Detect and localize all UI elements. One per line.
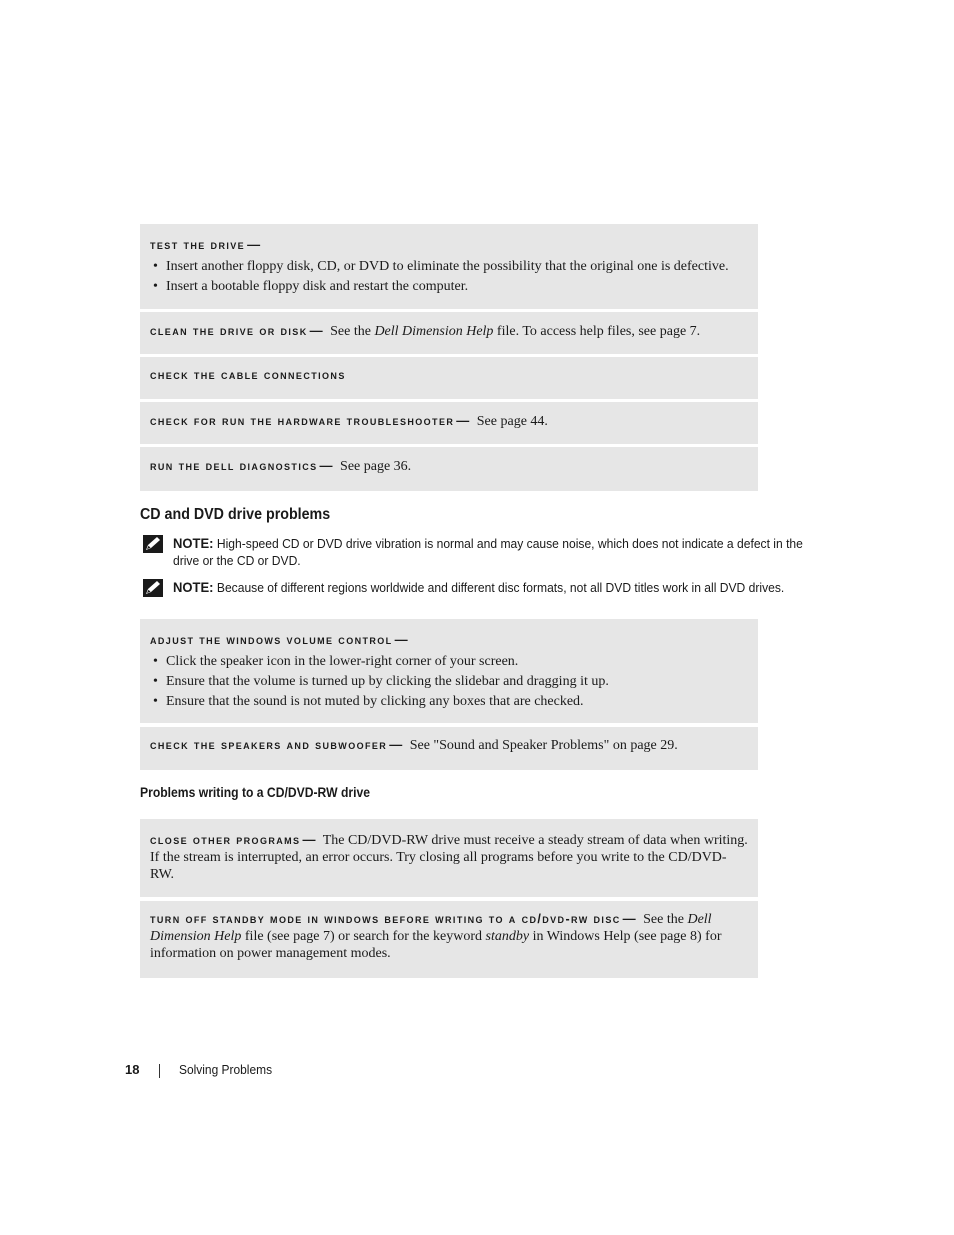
list-item: • Insert another floppy disk, CD, or DVD to eliminate the possibility that the original one is defective. [150, 257, 748, 277]
note-pencil-icon [143, 579, 163, 597]
close-programs-heading: close other programs [150, 833, 301, 847]
footer-divider [159, 1064, 160, 1078]
clean-drive-box [140, 312, 758, 354]
list-item: • Ensure that the sound is not muted by clicking any boxes that are checked. [150, 692, 748, 712]
list-item: • Insert a bootable floppy disk and restart the computer. [150, 277, 748, 297]
test-drive-box [140, 224, 758, 309]
test-drive-heading [150, 236, 748, 254]
dell-diagnostics-box [140, 447, 758, 491]
clean-drive-heading: clean the drive or disk [150, 324, 308, 338]
standby-box [140, 901, 758, 978]
standby-heading: turn off standby mode in windows before writing to a cd/dvd-rw disc [150, 912, 621, 926]
hardware-troubleshooter-heading: check for run the hardware troubleshooter [150, 414, 455, 428]
section-title-cd-dvd: CD and DVD drive problems [140, 506, 331, 523]
footer-section-title: Solving Problems [179, 1062, 273, 1077]
check-cable-box [140, 357, 758, 399]
adjust-volume-box [140, 619, 758, 723]
note-2 [143, 579, 823, 596]
note-pencil-icon [143, 535, 163, 553]
em-dash: — [394, 632, 408, 647]
em-dash: — [309, 323, 323, 338]
close-programs-box [140, 819, 758, 897]
dell-diagnostics-text: See page 36. [340, 459, 412, 474]
standby-italic-1: Dell Dimension Help [150, 912, 712, 944]
em-dash: — [456, 413, 470, 428]
test-drive-list [150, 257, 748, 297]
clean-drive-text-after: file. To access help files, see page 7. [493, 324, 701, 339]
standby-text-3: in Windows Help (see page 8) for information on power management modes. [150, 929, 722, 961]
em-dash: — [622, 911, 636, 926]
close-programs-text: The CD/DVD-RW drive must receive a steady stream of data when writing. If the stream is interrupted, an error occurs. Try closing all programs before you write to the CD/DVD-RW. [150, 833, 748, 882]
note-label: NOTE: [173, 535, 214, 551]
note-1 [143, 535, 823, 569]
hardware-troubleshooter-text: See page 44. [476, 414, 548, 429]
em-dash: — [247, 237, 261, 252]
speakers-heading: check the speakers and subwoofer [150, 738, 388, 752]
adjust-volume-heading [150, 631, 748, 649]
note-label: NOTE: [173, 579, 214, 595]
clean-drive-text-before: See the [330, 324, 375, 339]
check-cable-heading: check the cable connections [150, 368, 346, 382]
section-title-writing: Problems writing to a CD/DVD-RW drive [140, 785, 370, 800]
heading-text: adjust the windows volume control [150, 633, 393, 647]
page-footer [125, 1062, 273, 1077]
em-dash: — [302, 832, 316, 847]
speakers-box [140, 727, 758, 770]
clean-drive-italic: Dell Dimension Help [374, 324, 494, 339]
adjust-volume-list [150, 652, 748, 712]
list-item: • Click the speaker icon in the lower-right corner of your screen. [150, 652, 748, 672]
standby-text-2: file (see page 7) or search for the keyword [241, 929, 486, 944]
hardware-troubleshooter-box [140, 402, 758, 444]
speakers-text: See "Sound and Speaker Problems" on page 29. [409, 738, 678, 753]
note-text: High-speed CD or DVD drive vibration is normal and may cause noise, which does not indicate a defect in the drive or the CD or DVD. [173, 536, 803, 568]
em-dash: — [389, 737, 403, 752]
page-number: 18 [125, 1062, 140, 1077]
note-text: Because of different regions worldwide and different disc formats, not all DVD titles work in all DVD drives. [216, 580, 785, 595]
standby-text-1: See the [643, 912, 688, 927]
dell-diagnostics-heading: run the dell diagnostics [150, 459, 318, 473]
list-item: • Ensure that the volume is turned up by clicking the slidebar and dragging it up. [150, 672, 748, 692]
em-dash: — [319, 458, 333, 473]
heading-text: test the drive [150, 238, 246, 252]
standby-italic-2: standby [485, 929, 530, 944]
